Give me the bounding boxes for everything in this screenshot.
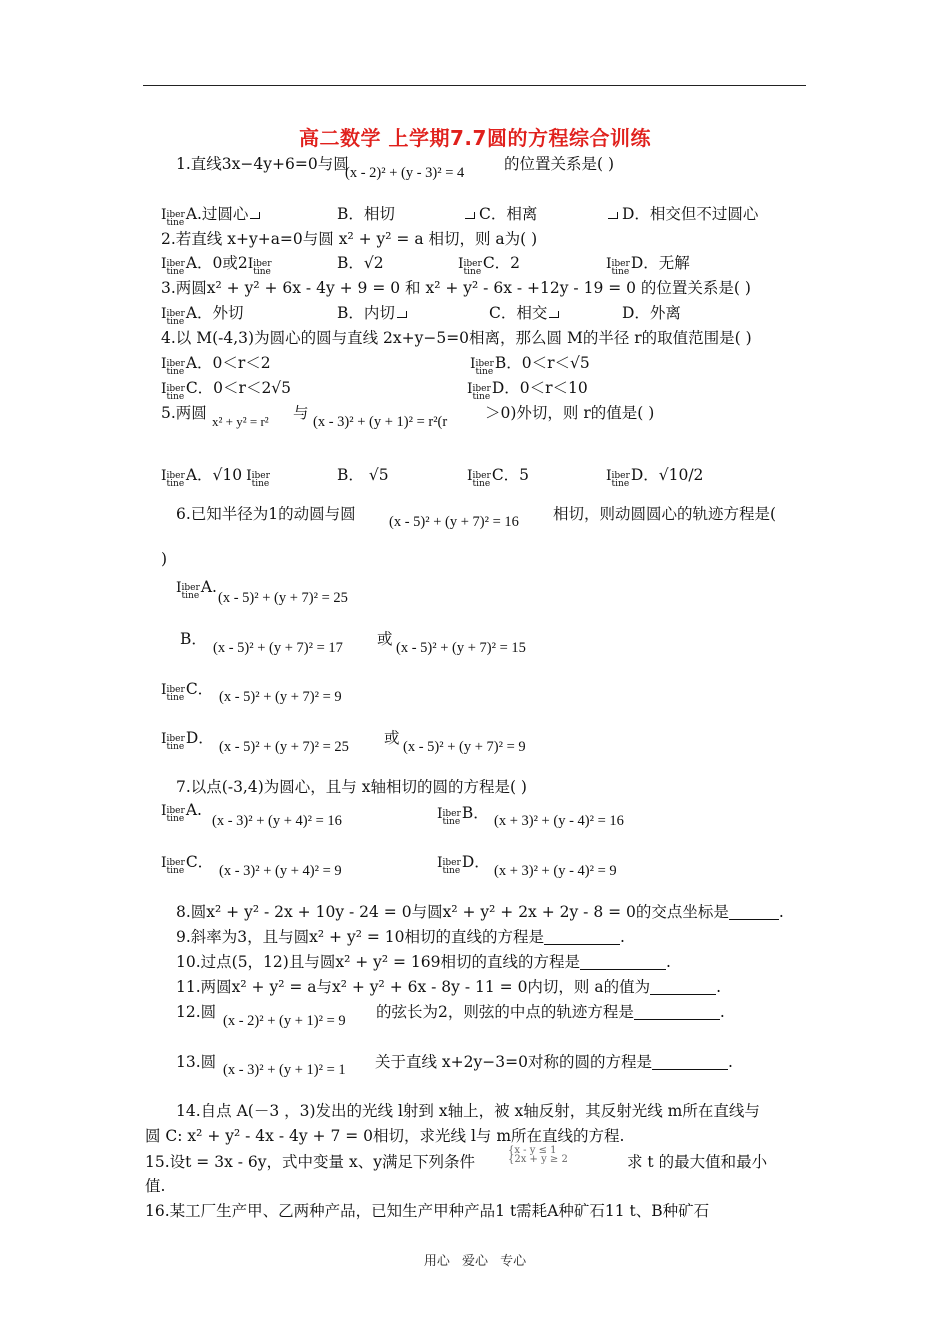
q13-stem: 13.圆 (176, 1053, 217, 1071)
q7-option-c-label[interactable]: Iiber tine C． (161, 853, 214, 876)
q3-option-c[interactable]: C．相交 (489, 301, 559, 323)
page-footer: 用心 爱心 专心 (423, 1254, 527, 1269)
q6-option-b2[interactable]: (x - 5)² + (y + 7)² = 15 (396, 640, 526, 656)
q5-mid: 与 (293, 404, 309, 422)
q4-option-d[interactable]: Iiber tine D．0＜r＜10 (467, 379, 588, 402)
q14-line-2: 圆 C: x² + y² - 4x - 4y + 7 = 0相切，求光线 l与 m所在直线的方程. (145, 1127, 625, 1145)
field-tag-icon: Iiber tine (606, 256, 630, 277)
q6-option-c[interactable]: (x - 5)² + (y + 7)² = 9 (219, 689, 342, 705)
q13-answer-blank[interactable] (652, 1055, 728, 1070)
q13-tail: 关于直线 x+2y−3=0对称的圆的方程是 . (375, 1053, 733, 1071)
q8-text: 8.圆x² + y² - 2x + 10y - 24 = 0与圆x² + y² + 2x + 2y - 8 = 0的交点坐标是 . (176, 903, 784, 921)
q12-formula: (x - 2)² + (y + 1)² = 9 (223, 1013, 346, 1029)
q2-option-a[interactable]: Iiber tine A．0或2Iiber tine (161, 254, 272, 277)
q3-stem: 3.两圆x² + y² + 6x - 4y + 9 = 0 和 x² + y² - 6x - +12y - 19 = 0 的位置关系是( ) (161, 279, 751, 297)
q6-tail: 相切，则动圆圆心的轨迹方程是( (553, 505, 777, 523)
q5-formula-1: x² + y² = r² (212, 414, 269, 429)
q7-option-a-label[interactable]: Iiber tine A. (161, 801, 202, 824)
field-tag-icon: Iiber tine (161, 356, 185, 377)
q6-option-b-label[interactable]: B． (180, 630, 207, 648)
q5-option-a[interactable]: Iiber tine A．√10 Iiber tine (161, 466, 270, 489)
q7-option-a[interactable]: (x - 3)² + (y + 4)² = 16 (212, 813, 342, 829)
q2-option-c[interactable]: Iiber tine C．2 (458, 254, 521, 277)
q6-formula: (x - 5)² + (y + 7)² = 16 (389, 514, 519, 530)
q7-option-b-label[interactable]: Iiber tine B． (437, 804, 489, 827)
q7-option-d-label[interactable]: Iiber tine D． (437, 853, 490, 876)
q3-option-d[interactable]: D．外离 (622, 304, 681, 322)
q7-option-d[interactable]: (x + 3)² + (y - 4)² = 9 (494, 863, 617, 879)
q6-option-b1[interactable]: (x - 5)² + (y + 7)² = 17 (213, 640, 343, 656)
q2-option-d[interactable]: Iiber tine D．无解 (606, 254, 690, 277)
field-tag-icon: Iiber tine (161, 803, 185, 824)
q9-answer-blank[interactable] (544, 930, 620, 945)
q4-option-b[interactable]: Iiber tine B．0＜r＜√5 (470, 354, 590, 377)
field-tag-icon: Iiber tine (606, 468, 630, 489)
q6-option-d-label[interactable]: Iiber tine D． (161, 729, 214, 752)
q7-stem: 7.以点(-3,4)为圆心，且与 x轴相切的圆的方程是( ) (176, 778, 527, 796)
field-tag-icon: Iiber tine (161, 731, 185, 752)
q1-option-b[interactable]: B．相切 (337, 205, 395, 223)
q6-option-c-label[interactable]: Iiber tine C． (161, 680, 214, 703)
field-tag-icon: Iiber tine (161, 381, 185, 402)
q12-tail: 的弦长为2，则弦的中点的轨迹方程是 . (376, 1003, 725, 1021)
field-tag-icon: Iiber tine (161, 306, 185, 327)
q10-answer-blank[interactable] (580, 955, 666, 970)
q11-answer-blank[interactable] (650, 980, 716, 995)
q1-option-d[interactable]: D．相交但不过圆心 (606, 202, 758, 224)
q6-option-a-label[interactable]: Iiber tine A. (176, 578, 217, 601)
q1-option-c[interactable]: C．相离 (463, 202, 537, 224)
q5-option-c[interactable]: Iiber tine C．5 (467, 466, 530, 489)
q14-line-1: 14.自点 A(－3 ，3)发出的光线 l射到 x轴上，被 x轴反射，其反射光线 m所在直线与 (176, 1102, 760, 1120)
q6-option-a[interactable]: (x - 5)² + (y + 7)² = 25 (218, 590, 348, 606)
q7-option-c[interactable]: (x - 3)² + (y + 4)² = 9 (219, 863, 342, 879)
q6-option-d2[interactable]: (x - 5)² + (y + 7)² = 9 (403, 739, 526, 755)
q11-text: 11.两圆x² + y² = a与x² + y² + 6x - 8y - 11 = 0内切，则 a的值为 . (176, 978, 722, 996)
q6-option-d1[interactable]: (x - 5)² + (y + 7)² = 25 (219, 739, 349, 755)
field-tag-icon: Iiber tine (470, 356, 494, 377)
field-tag-icon: Iiber tine (161, 682, 185, 703)
q12-answer-blank[interactable] (634, 1005, 720, 1020)
field-tag-icon: Iiber tine (247, 256, 272, 277)
q16-text: 16.某工厂生产甲、乙两种产品，已知生产甲种产品1 t需耗A种矿石11 t、B种矿石 (145, 1202, 710, 1220)
q10-text: 10.过点(5，12)且与圆x² + y² = 169相切的直线的方程是 . (176, 953, 671, 971)
field-tag-icon: Iiber tine (161, 855, 185, 876)
q1-formula: (x - 2)² + (y - 3)² = 4 (345, 165, 465, 181)
q6-stem: 6.已知半径为1的动圆与圆 (176, 505, 356, 523)
q2-option-b[interactable]: B．√2 (337, 254, 384, 272)
q12-stem: 12.圆 (176, 1003, 217, 1021)
q15-stem: 15.设t = 3x - 6y，式中变量 x、y满足下列条件 (145, 1153, 475, 1171)
q15-tail: 求 t 的最大值和最小 (627, 1153, 768, 1171)
q13-formula: (x - 3)² + (y + 1)² = 1 (223, 1062, 346, 1078)
field-tag-icon: Iiber tine (458, 256, 482, 277)
q1-tail: 的位置关系是( ) (504, 155, 615, 173)
q9-text: 9.斜率为3，且与圆x² + y² = 10相切的直线的方程是 . (176, 928, 625, 946)
field-tag-icon: Iiber tine (467, 381, 491, 402)
q4-stem: 4.以 M(-4,3)为圆心的圆与直线 2x+y−5=0相离，那么圆 M的半径 r的取值范围是( ) (161, 329, 752, 347)
field-tag-icon: Iiber tine (161, 207, 185, 228)
q3-option-a[interactable]: Iiber tine A．外切 (161, 304, 244, 327)
q7-option-b[interactable]: (x + 3)² + (y - 4)² = 16 (494, 813, 624, 829)
q6-or-1: 或 (377, 630, 393, 648)
q4-option-a[interactable]: Iiber tine A．0＜r＜2 (161, 354, 271, 377)
page-title: 高二数学 上学期7.7圆的方程综合训练 (299, 126, 651, 150)
q4-option-c[interactable]: Iiber tine C．0＜r＜2√5 (161, 379, 292, 402)
field-tag-icon: Iiber tine (176, 580, 200, 601)
q8-answer-blank[interactable] (729, 905, 779, 920)
field-tag-icon: Iiber tine (246, 468, 270, 489)
q3-option-b[interactable]: B．内切 (337, 301, 407, 323)
field-tag-icon: Iiber tine (161, 256, 185, 277)
q5-tail: ＞0)外切，则 r的值是( ) (485, 404, 655, 422)
q5-option-d[interactable]: Iiber tine D．√10/2 (606, 466, 704, 489)
q6-close-paren: ) (161, 550, 168, 568)
field-tag-icon: Iiber tine (467, 468, 491, 489)
header-rule (143, 85, 806, 86)
field-tag-icon: Iiber tine (437, 806, 461, 827)
field-tag-icon: Iiber tine (437, 855, 461, 876)
q1-option-a[interactable]: Iiber tine A.过圆心 (161, 202, 260, 227)
q5-formula-2: (x - 3)² + (y + 1)² = r²(r (313, 414, 448, 430)
q1-stem: 1.直线3x−4y+6=0与圆 (176, 155, 349, 173)
field-tag-icon: Iiber tine (161, 468, 185, 489)
q15-constraint-system: {x - y ≤ 1 {2x + y ≥ 2 (508, 1145, 568, 1165)
q6-or-2: 或 (384, 729, 400, 747)
q5-option-b[interactable]: B． √5 (337, 466, 389, 484)
q5-stem: 5.两圆 (161, 404, 207, 422)
q15-line-2: 值. (145, 1177, 166, 1195)
q2-stem: 2.若直线 x+y+a=0与圆 x² + y² = a 相切，则 a为( ) (161, 230, 538, 248)
